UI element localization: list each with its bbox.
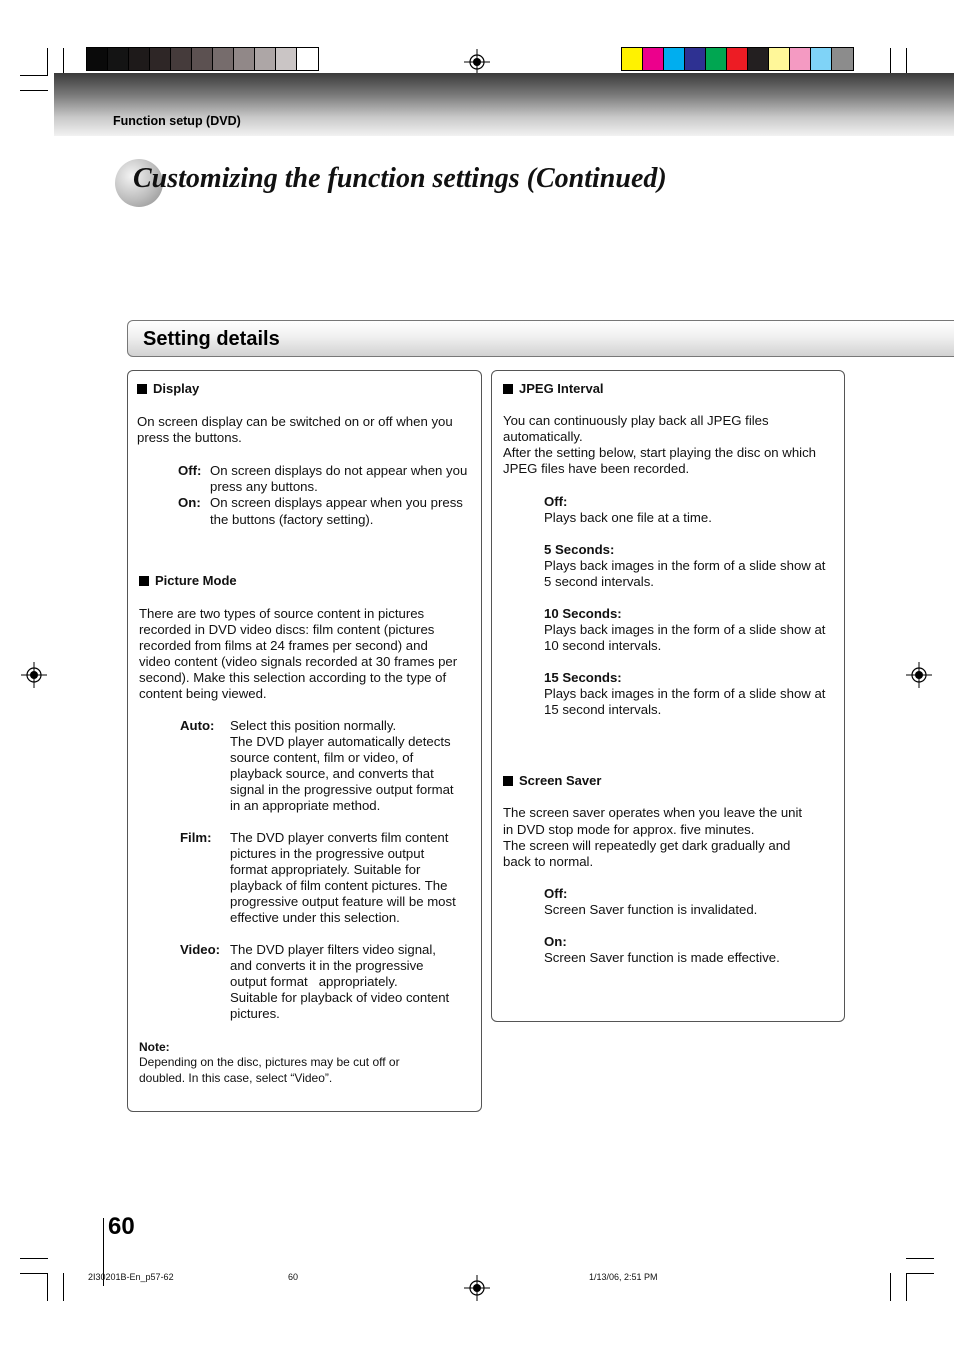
calibration-swatch: [129, 48, 150, 70]
screen-saver-option-line: Screen Saver function is made effective.: [544, 950, 780, 965]
setting-details-title: Setting details: [143, 328, 280, 350]
option-line: playback of film content pictures. The: [230, 878, 448, 893]
picture-mode-intro-line: second). Make this selection according to the type of: [139, 670, 447, 685]
calibration-swatch: [811, 48, 832, 70]
option-line: format appropriately. Suitable for: [230, 862, 421, 877]
display-option-off-line: press any buttons.: [210, 479, 318, 494]
display-option-off-key: Off:: [178, 463, 202, 478]
display-option-on-key: On:: [178, 495, 201, 510]
picture-mode-intro-line: content being viewed.: [139, 686, 267, 701]
calibration-swatch: [150, 48, 171, 70]
option-line: pictures in the progressive output: [230, 846, 425, 861]
option-line: Suitable for playback of video content: [230, 990, 450, 1005]
screen-saver-heading: [503, 773, 601, 789]
note-line: Depending on the disc, pictures may be cut off or: [139, 1055, 400, 1069]
calibration-swatch: [108, 48, 129, 70]
calibration-swatch: [790, 48, 811, 70]
calibration-swatch: [213, 48, 234, 70]
calibration-swatch: [832, 48, 853, 70]
picture-mode-intro-line: recorded in DVD video discs: film content (pictures: [139, 622, 435, 637]
screen-saver-intro-line: in DVD stop mode for approx. five minutes.: [503, 822, 755, 837]
note-line: doubled. In this case, select “Video”.: [139, 1071, 333, 1085]
picture-mode-intro-line: recorded from films at 24 frames per second) and: [139, 638, 428, 653]
display-option-on-line: On screen displays appear when you press: [210, 495, 463, 510]
screen-saver-option-key: Off:: [544, 886, 568, 901]
jpeg-option-line: Plays back one file at a time.: [544, 510, 712, 525]
option-line: in an appropriate method.: [230, 798, 381, 813]
option-line: pictures.: [230, 1006, 280, 1021]
calibration-swatch: [643, 48, 664, 70]
jpeg-option-line: 5 second intervals.: [544, 574, 654, 589]
calibration-swatch: [87, 48, 108, 70]
option-key: Video:: [180, 942, 221, 957]
option-key: Film:: [180, 830, 212, 845]
display-intro-1: On screen display can be switched on or off when you: [137, 414, 453, 429]
picture-mode-intro-line: video content (video signals recorded at 30 frames per: [139, 654, 458, 669]
picture-mode-heading-text: Picture Mode: [155, 573, 237, 588]
calibration-swatch: [171, 48, 192, 70]
display-heading-text: Display: [153, 381, 200, 396]
square-bullet-icon: [139, 576, 149, 586]
calibration-swatch: [769, 48, 790, 70]
jpeg-intro-line: After the setting below, start playing the disc on which: [503, 445, 817, 460]
registration-mark-icon: [464, 49, 490, 75]
screen-saver-intro-line: The screen will repeatedly get dark gradually and: [503, 838, 791, 853]
option-line: Select this position normally.: [230, 718, 397, 733]
page-number: 60: [108, 1213, 135, 1240]
calibration-swatch: [706, 48, 727, 70]
option-line: The DVD player converts film content: [230, 830, 449, 845]
jpeg-intro-line: JPEG files have been recorded.: [503, 461, 690, 476]
option-line: The DVD player automatically detects: [230, 734, 451, 749]
calibration-swatch: [255, 48, 276, 70]
screen-saver-heading-text: Screen Saver: [519, 773, 602, 788]
jpeg-option-key: Off:: [544, 494, 568, 509]
screen-saver-option-line: Screen Saver function is invalidated.: [544, 902, 758, 917]
picture-mode-heading: [139, 573, 237, 589]
color-calibration-bar: [621, 47, 854, 71]
calibration-swatch: [727, 48, 748, 70]
jpeg-option-line: Plays back images in the form of a slide show at: [544, 622, 826, 637]
jpeg-interval-heading-text: JPEG Interval: [519, 381, 604, 396]
square-bullet-icon: [503, 384, 513, 394]
option-line: The DVD player filters video signal,: [230, 942, 436, 957]
option-line: progressive output feature will be most: [230, 894, 456, 909]
jpeg-intro-line: automatically.: [503, 429, 583, 444]
registration-mark-icon: [906, 662, 932, 688]
calibration-swatch: [748, 48, 769, 70]
calibration-swatch: [664, 48, 685, 70]
option-line: and converts it in the progressive: [230, 958, 424, 973]
note-label: Note:: [139, 1040, 170, 1054]
calibration-swatch: [192, 48, 213, 70]
registration-mark-icon: [21, 662, 47, 688]
option-key: Auto:: [180, 718, 215, 733]
section-label: Function setup (DVD): [113, 114, 241, 128]
picture-mode-intro-line: There are two types of source content in pictures: [139, 606, 425, 621]
registration-mark-icon: [464, 1275, 490, 1301]
jpeg-option-line: 10 second intervals.: [544, 638, 662, 653]
display-intro-2: press the buttons.: [137, 430, 242, 445]
calibration-swatch: [622, 48, 643, 70]
screen-saver-option-key: On:: [544, 934, 567, 949]
jpeg-option-line: Plays back images in the form of a slide show at: [544, 558, 826, 573]
display-option-off-line: On screen displays do not appear when you: [210, 463, 468, 478]
jpeg-intro-line: You can continuously play back all JPEG files: [503, 413, 769, 428]
option-line: source content, film or video, of: [230, 750, 414, 765]
calibration-swatch: [297, 48, 318, 70]
option-line: effective under this selection.: [230, 910, 400, 925]
gray-calibration-bar: [86, 47, 319, 71]
jpeg-option-key: 5 Seconds:: [544, 542, 615, 557]
option-line: signal in the progressive output format: [230, 782, 454, 797]
option-line: output format appropriately.: [230, 974, 398, 989]
footer-file: 2I30201B-En_p57-62: [88, 1272, 174, 1282]
screen-saver-intro-line: The screen saver operates when you leave the unit: [503, 805, 803, 820]
jpeg-option-key: 15 Seconds:: [544, 670, 622, 685]
jpeg-option-line: 15 second intervals.: [544, 702, 662, 717]
footer-timestamp: 1/13/06, 2:51 PM: [589, 1272, 658, 1282]
jpeg-interval-heading: [503, 381, 604, 397]
footer-page: 60: [288, 1272, 299, 1282]
page-title: Customizing the function settings (Continued): [133, 163, 667, 194]
calibration-swatch: [234, 48, 255, 70]
calibration-swatch: [276, 48, 297, 70]
jpeg-option-key: 10 Seconds:: [544, 606, 622, 621]
display-option-on-line: the buttons (factory setting).: [210, 512, 374, 527]
square-bullet-icon: [137, 384, 147, 394]
square-bullet-icon: [503, 776, 513, 786]
calibration-swatch: [685, 48, 706, 70]
display-heading: [137, 381, 199, 397]
jpeg-option-line: Plays back images in the form of a slide show at: [544, 686, 826, 701]
option-line: playback source, and converts that: [230, 766, 434, 781]
screen-saver-intro-line: back to normal.: [503, 854, 594, 869]
